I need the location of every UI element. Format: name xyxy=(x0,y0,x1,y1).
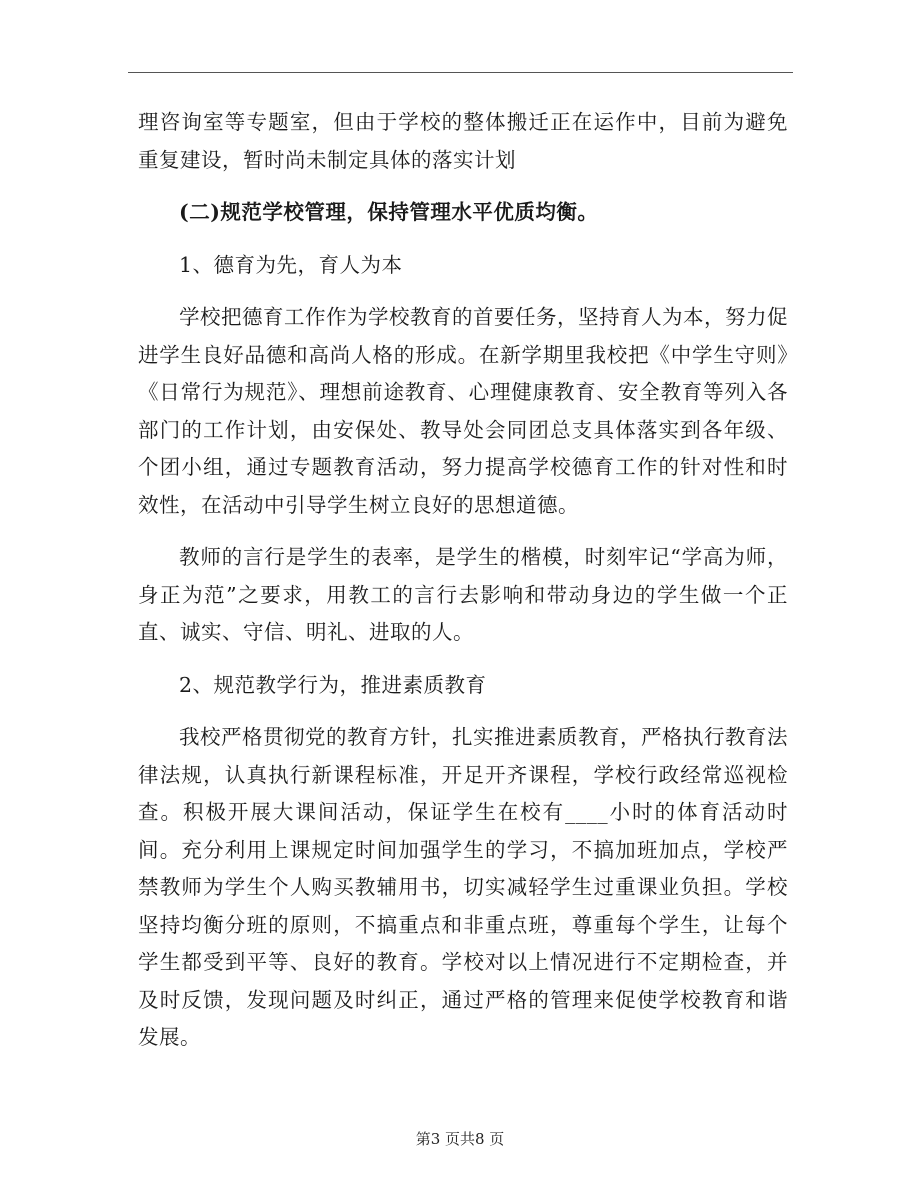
paragraph-continuation: 理咨询室等专题室，但由于学校的整体搬迁正在运作中，目前为避免重复建设，暂时尚未制定具体的落实计划 xyxy=(138,110,788,172)
paragraph-moral-education: 学校把德育工作作为学校教育的首要任务，坚持育人为本，努力促进学生良好品德和高尚人格的形成。在新学期里我校把《中学生守则》《日常行为规范》、理想前途教育、心理健康教育、安全教育等列入各部门的工作计划，由安保处、教导处会同团总支具体落实到各年级、个团小组，通过专题教育活动，努力提高学校德育工作的针对性和时效性，在活动中引导学生树立良好的思想道德。 xyxy=(138,305,788,517)
page-number-footer: 第3 页共8 页 xyxy=(415,1130,505,1148)
paragraph-quality-education: 我校严格贯彻党的教育方针，扎实推进素质教育，严格执行教育法律法规，认真执行新课程标准，开足开齐课程，学校行政经常巡视检查。积极开展大课间活动，保证学生在校有____小时的体育活动时间。充分利用上课规定时间加强学生的学习，不搞加班加点，学校严禁教师为学生个人购买教辅用书，切实减轻学生过重课业负担。学校坚持均衡分班的原则，不搞重点和非重点班，尊重每个学生，让每个学生都受到平等、良好的教育。学校对以上情况进行不定期检查，并及时反馈，发现问题及时纠正，通过严格的管理来促使学校教育和谐发展。 xyxy=(138,725,788,1049)
section-heading: (二)规范学校管理，保持管理水平优质均衡。 xyxy=(179,200,599,224)
header-rule xyxy=(128,72,793,73)
subheading-teaching-conduct: 2、规范教学行为，推进素质教育 xyxy=(179,672,487,697)
paragraph-teacher-conduct: 教师的言行是学生的表率，是学生的楷模，时刻牢记“学高为师，身正为范”之要求，用教工的言行去影响和带动身边的学生做一个正直、诚实、守信、明礼、进取的人。 xyxy=(138,545,788,644)
document-body xyxy=(138,104,788,1057)
subheading-moral-education: 1、德育为先，育人为本 xyxy=(179,252,403,277)
